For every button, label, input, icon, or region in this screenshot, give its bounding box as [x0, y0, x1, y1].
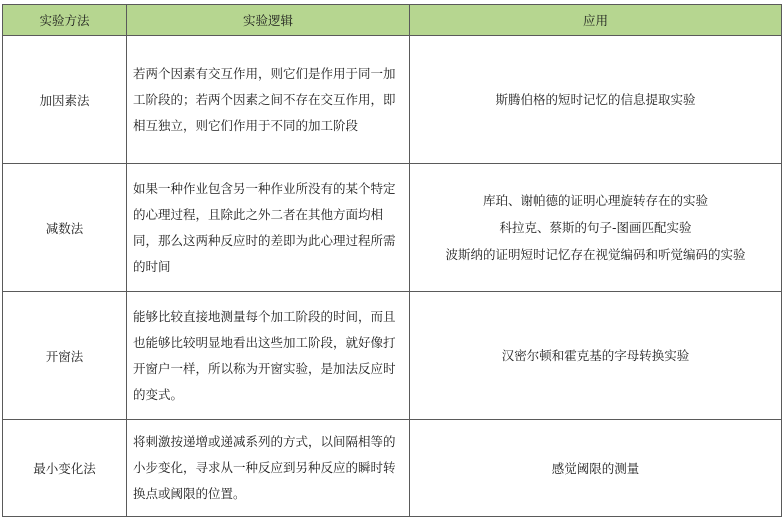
logic-cell: 能够比较直接地测量每个加工阶段的时间，而且也能够比较明显地看出这些加工阶段，就好像打开窗户一样，所以称为开窗实验，是加法反应时的变式。 — [127, 292, 410, 420]
logic-cell: 如果一种作业包含另一种作业所没有的某个特定的心理过程，且除此之外二者在其他方面均相同，那么这两种反应时的差即为此心理过程所需的时间 — [127, 164, 410, 292]
table-row — [3, 292, 782, 420]
header-row — [3, 5, 782, 36]
header-application: 应用 — [410, 5, 782, 36]
logic-cell: 若两个因素有交互作用，则它们是作用于同一加工阶段的；若两个因素之间不存在交互作用，即相互独立，则它们作用于不同的加工阶段 — [127, 36, 410, 164]
application-item: 科拉克、蔡斯的句子-图画匹配实验 — [499, 220, 692, 235]
logic-cell: 将刺激按递增或递减系列的方式，以间隔相等的小步变化，寻求从一种反应到另种反应的瞬时转换点或阈限的位置。 — [127, 420, 410, 517]
table-row — [3, 420, 782, 517]
application-cell — [410, 292, 782, 420]
method-cell: 开窗法 — [3, 292, 127, 420]
application-cell — [410, 164, 782, 292]
application-cell — [410, 36, 782, 164]
method-cell: 最小变化法 — [3, 420, 127, 517]
table-row — [3, 36, 782, 164]
application-item: 库珀、谢帕德的证明心理旋转存在的实验 — [482, 193, 708, 208]
application-item: 感觉阈限的测量 — [551, 460, 640, 476]
header-method: 实验方法 — [3, 5, 127, 36]
table-row — [3, 164, 782, 292]
methods-table — [2, 4, 782, 517]
header-logic: 实验逻辑 — [127, 5, 410, 36]
method-cell: 减数法 — [3, 164, 127, 292]
application-item: 波斯纳的证明短时记忆存在视觉编码和听觉编码的实验 — [445, 247, 746, 262]
application-item: 斯腾伯格的短时记忆的信息提取实验 — [495, 92, 696, 107]
application-cell — [410, 420, 782, 517]
method-cell: 加因素法 — [3, 36, 127, 164]
application-item: 汉密尔顿和霍克基的字母转换实验 — [501, 348, 690, 363]
